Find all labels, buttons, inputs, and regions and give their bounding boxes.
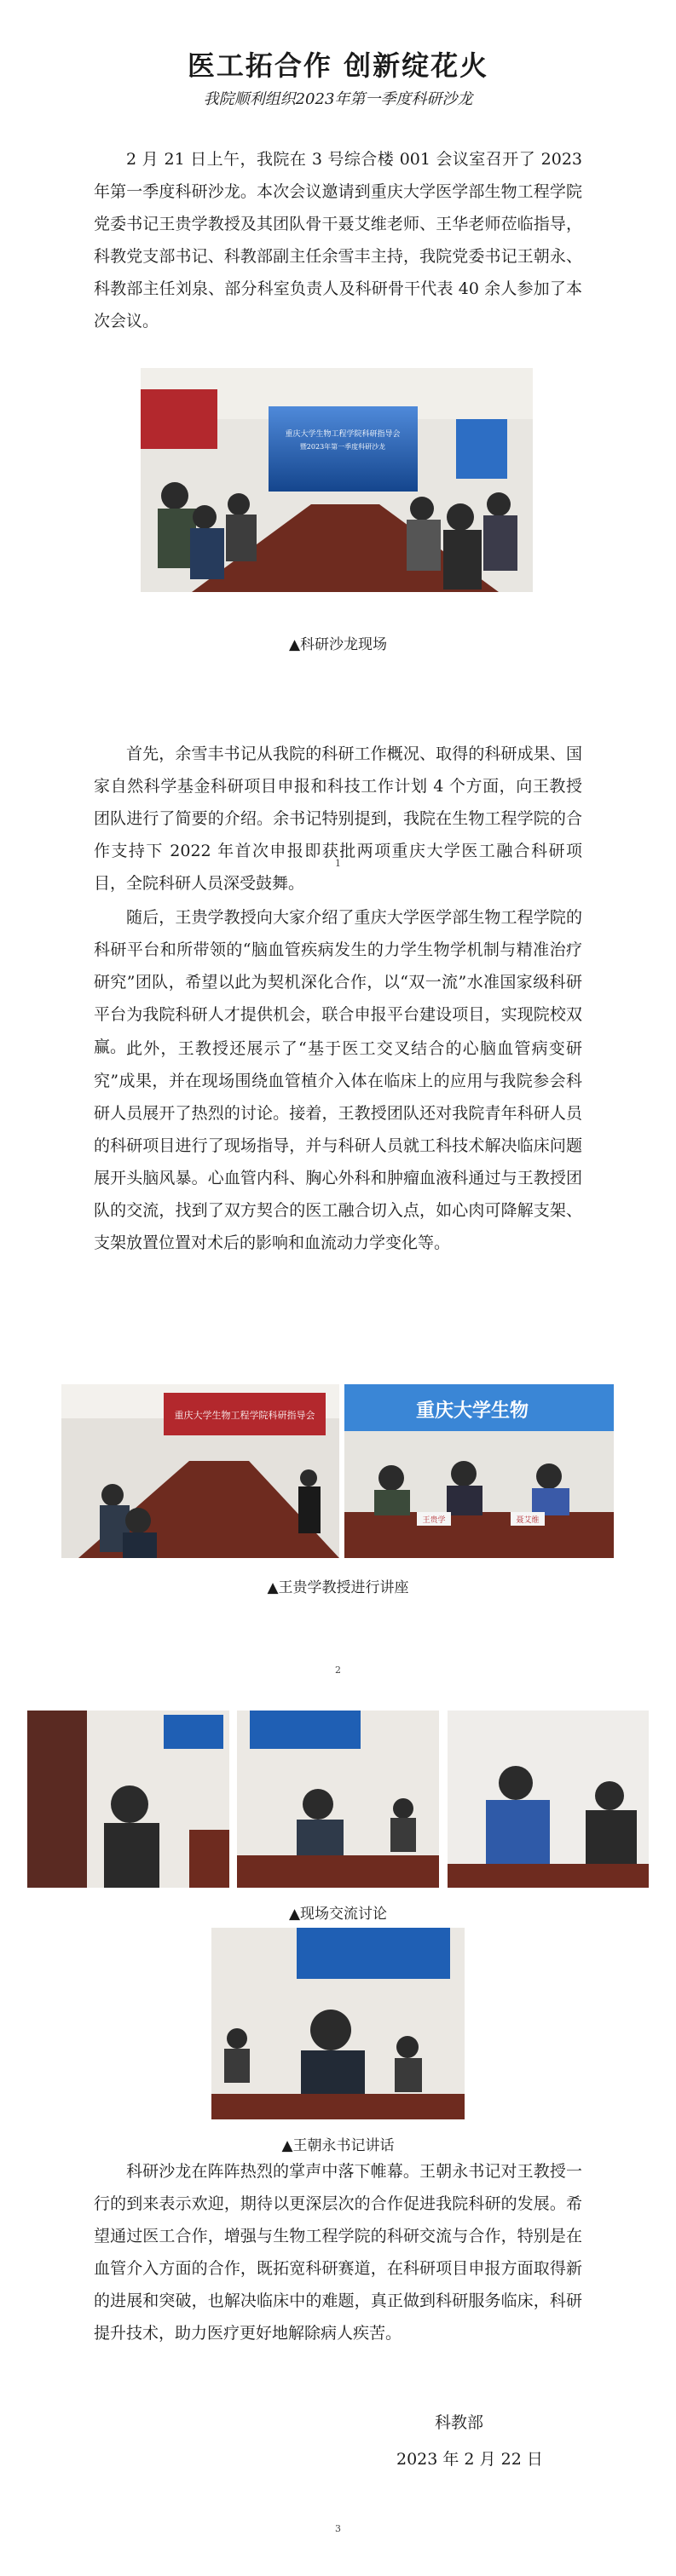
caption-speech: ▲王朝永书记讲话 xyxy=(281,2137,395,2154)
nameplate-1: 王贵学 xyxy=(422,1516,446,1525)
caption-salon: ▲科研沙龙现场 xyxy=(288,636,388,653)
page-number-2: 2 xyxy=(335,1665,341,1676)
wall-sign-text: 重庆大学生物 xyxy=(415,1400,529,1422)
photo-lecture-hall xyxy=(61,1384,339,1558)
page-number-3: 3 xyxy=(335,2523,341,2534)
signature-department: 科教部 xyxy=(435,2413,484,2432)
paragraph-closing: 科研沙龙在阵阵热烈的掌声中落下帷幕。王朝永书记对王教授一行的到来表示欢迎，期待以更深层次的合作促进我院科研的发展。希望通过医工合作，增强与生物工程学院的科研交流与合作，特别是在血管介入方面的合作，既拓宽科研赛道，在科研项目申报方面取得新的进展和突破，也解决临床中的难题，真正做到科研服务临床，科研提升技术，助力医疗更好地解除病人疾苦。 xyxy=(94,2162,582,2343)
screen-text-line1: 重庆大学生物工程学院科研指导会 xyxy=(285,430,401,439)
caption-lecture: ▲王贵学教授进行讲座 xyxy=(267,1579,409,1596)
caption-discussion: ▲现场交流讨论 xyxy=(288,1906,388,1923)
paragraph-intro: 2 月 21 日上午，我院在 3 号综合楼 001 会议室召开了 2023 年第一季度科研沙龙。本次会议邀请到重庆大学医学部生物工程学院党委书记王贵学教授及其团队骨干聂艾维老师、王华老师莅临指导，科教党支部书记、科教部副主任余雪丰主持，我院党委书记王朝永、科教部主任刘泉、部分科室负责人及科研骨干代表 40 余人参加了本次会议。 xyxy=(94,150,582,331)
article-subtitle: 我院顺利组织2023年第一季度科研沙龙 xyxy=(203,90,473,108)
article-title: 医工拓合作 创新绽花火 xyxy=(187,49,489,82)
photo-discussion-3 xyxy=(448,1711,649,1888)
photo-speech xyxy=(211,1928,465,2119)
photo-salon-scene xyxy=(141,368,533,592)
paragraph-discussion: 此外，王教授还展示了“基于医工交叉结合的心脑血管病变研究”成果，并在现场围绕血管植介入体在临床上的应用与我院参会科研人员展开了热烈的讨论。接着，王教授团队还对我院青年科研人员的科研项目进行了现场指导，并与科研人员就工科技术解决临床问题展开头脑风暴。心血管内科、胸心外科和肿瘤血液科通过与王教授团队的交流，找到了双方契合的医工融合切入点，如心肉可降解支架、支架放置位置对术后的影响和血流动力学变化等。 xyxy=(94,1039,582,1252)
signature-date: 2023 年 2 月 22 日 xyxy=(396,2450,543,2469)
paragraph-platform: 随后，王贵学教授向大家介绍了重庆大学医学部生物工程学院的科研平台和所带领的“脑血管疾病发生的力学生物学机制与精准治疗研究”团队，希望以此为契机深化合作，以“双一流”水准国家级科研平台为我院科研人才提供机会，联合申报平台建设项目，实现院校双赢。 xyxy=(94,908,582,1056)
page-number-1: 1 xyxy=(335,858,341,869)
screen-text-line2: 暨2023年第一季度科研沙龙 xyxy=(299,443,386,451)
banner-text: 重庆大学生物工程学院科研指导会 xyxy=(174,1410,315,1421)
photo-head-table xyxy=(344,1384,614,1558)
paragraph-introduction-work: 首先，余雪丰书记从我院的科研工作概况、取得的科研成果、国家自然科学基金科研项目申报和科技工作计划 4 个方面，向王教授团队进行了简要的介绍。余书记特别提到，我院在生物工程学院的合作支持下 2022 年首次申报即获批两项重庆大学医工融合科研项目，全院科研人员深受鼓舞。 xyxy=(94,745,582,893)
photo-discussion-1 xyxy=(27,1711,229,1888)
nameplate-2: 聂艾维 xyxy=(516,1516,540,1525)
photo-discussion-2 xyxy=(237,1711,439,1888)
